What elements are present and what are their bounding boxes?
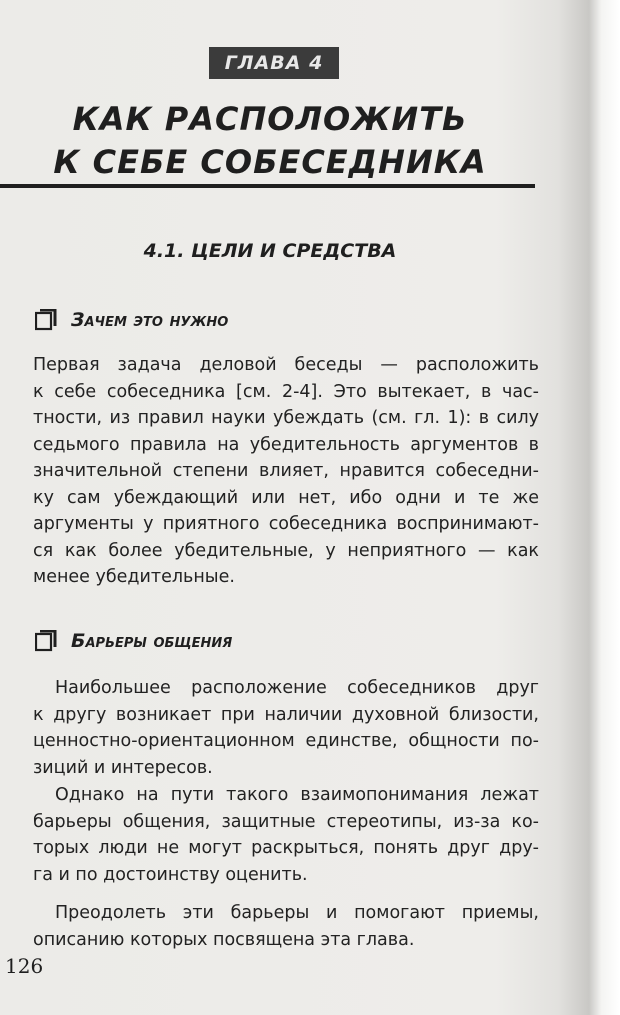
- text-line: Первая задача деловой беседы — расположить: [33, 355, 539, 375]
- text-line: аргументы у приятного собеседника воспринимают-: [33, 514, 539, 534]
- text-line: га и по достоинству оценить.: [33, 864, 308, 885]
- text-line: барьеры общения, защитные стереотипы, из-за ко-: [33, 811, 539, 832]
- checkbox-bullet-icon: [35, 630, 57, 652]
- text-line: торых люди не могут раскрыться, понять друг дру-: [33, 838, 539, 858]
- text-line: Преодолеть эти барьеры и помогают приемы,: [55, 903, 539, 923]
- subsection-title: Зачем это нужно: [71, 309, 229, 331]
- text-line: зиций и интересов.: [33, 757, 213, 778]
- text-line: к себе собеседника [см. 2-4]. Это вытекает, в час-: [33, 381, 539, 402]
- text-line: значительной степени влияет, нравится собеседни-: [33, 461, 539, 481]
- page-number: 126: [5, 954, 44, 978]
- chapter-label: ГЛАВА 4: [209, 47, 339, 79]
- text-line: менее убедительные.: [33, 567, 235, 587]
- checkbox-bullet-icon: [35, 309, 57, 331]
- title-divider: [0, 184, 535, 188]
- text-line: седьмого правила на убедительность аргументов в: [33, 434, 539, 455]
- text-line: ценностно-ориентационном единстве, общности по-: [33, 731, 539, 751]
- chapter-title-line1: КАК РАСПОЛОЖИТЬ: [72, 100, 468, 138]
- text-line: ку сам убеждающий или нет, ибо одни и те же: [33, 487, 539, 508]
- paragraph: [33, 352, 539, 591]
- text-line: описанию которых посвящена эта глава.: [33, 929, 415, 950]
- section-title: 4.1. ЦЕЛИ И СРЕДСТВА: [143, 240, 397, 262]
- paragraph: [33, 782, 539, 888]
- text-line: ся как более убедительные, у неприятного — как: [33, 540, 539, 561]
- paragraph: [33, 675, 539, 781]
- subsection-title: Барьеры общения: [71, 630, 233, 652]
- text-line: Однако на пути такого взаимопонимания лежат: [55, 785, 539, 805]
- subsection-heading-why: [35, 305, 228, 335]
- chapter-title-line2: К СЕБЕ СОБЕСЕДНИКА: [53, 143, 487, 181]
- text-line: тности, из правил науки убеждать (см. гл. 1): в силу: [33, 408, 539, 428]
- subsection-heading-barriers: [35, 626, 232, 656]
- paragraph: [33, 900, 539, 953]
- text-line: Наибольшее расположение собеседников друг: [55, 678, 539, 698]
- text-line: к другу возникает при наличии духовной близости,: [33, 704, 539, 725]
